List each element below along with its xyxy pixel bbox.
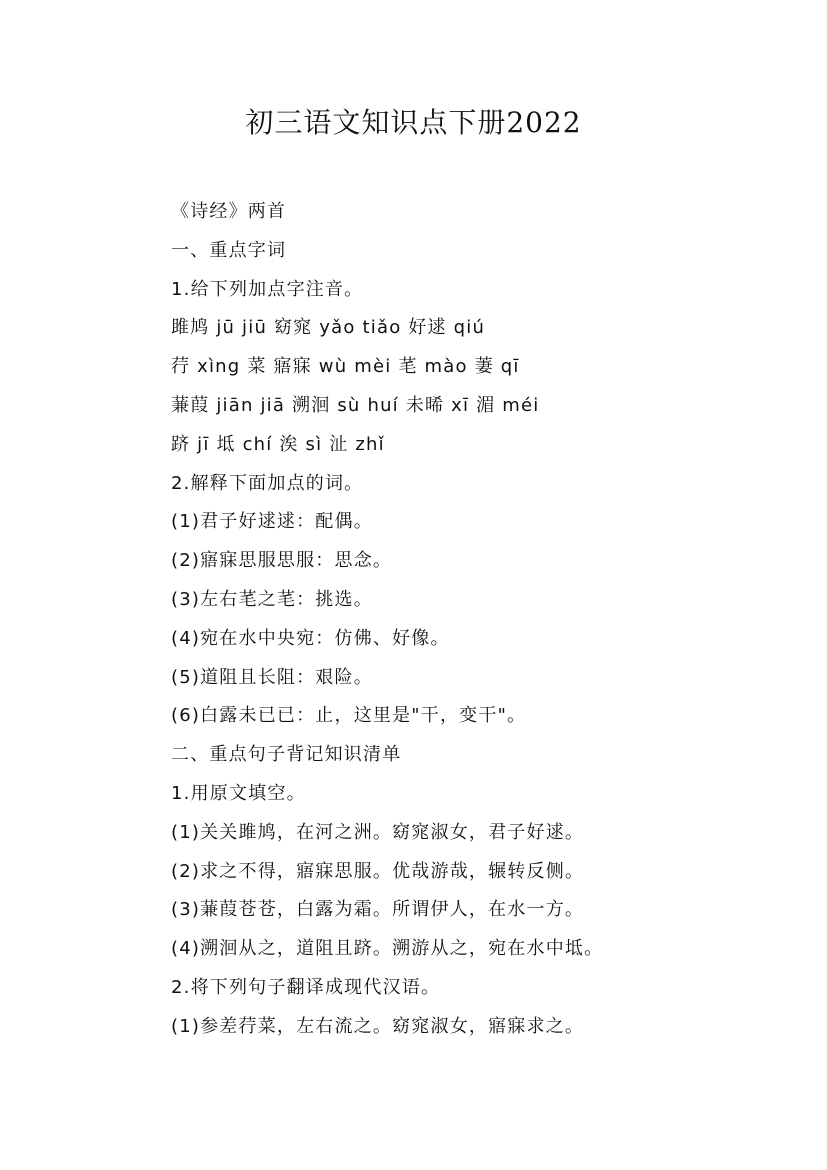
subsection-heading: 一、重点字词: [171, 239, 287, 261]
pinyin-line: 跻 jī 坻 chí 涘 sì 沚 zhǐ: [171, 433, 385, 455]
subsection-heading: 二、重点句子背记知识清单: [171, 744, 402, 766]
quotation-item: (1)关关雎鸠，在河之洲。窈窕淑女，君子好逑。: [171, 821, 585, 843]
quotation-item: (3)蒹葭苍苍，白露为霜。所谓伊人，在水一方。: [171, 899, 585, 921]
definition-item: (6)白露未已已：止，这里是"干，变干"。: [171, 705, 527, 727]
pinyin-line: 荇 xìng 菜 寤寐 wù mèi 芼 mào 萋 qī: [171, 356, 520, 378]
exercise-prompt: 2.解释下面加点的词。: [171, 472, 364, 494]
document-body: [171, 193, 771, 1047]
exercise-prompt: 2.将下列句子翻译成现代汉语。: [171, 976, 441, 998]
pinyin-line: 蒹葭 jiān jiā 溯洄 sù huí 未晞 xī 湄 méi: [171, 394, 540, 416]
definition-item: (1)君子好逑逑：配偶。: [171, 511, 373, 533]
definition-item: (3)左右芼之芼：挑选。: [171, 588, 373, 610]
definition-item: (5)道阻且长阻：艰险。: [171, 666, 373, 688]
quotation-item: (4)溯洄从之，道阻且跻。溯游从之，宛在水中坻。: [171, 938, 604, 960]
pinyin-line: 雎鸠 jū jiū 窈窕 yǎo tiǎo 好逑 qiú: [171, 317, 486, 339]
section-heading: 《诗经》两首: [171, 201, 287, 222]
exercise-prompt: 1.给下列加点字注音。: [171, 278, 364, 300]
document-title: 初三语文知识点下册2022: [245, 106, 582, 139]
definition-item: (2)寤寐思服思服：思念。: [171, 550, 393, 572]
quotation-item: (2)求之不得，寤寐思服。优哉游哉，辗转反侧。: [171, 860, 585, 882]
definition-item: (4)宛在水中央宛：仿佛、好像。: [171, 627, 450, 649]
translation-item: (1)参差荇菜，左右流之。窈窕淑女，寤寐求之。: [171, 1015, 585, 1037]
exercise-prompt: 1.用原文填空。: [171, 782, 306, 804]
